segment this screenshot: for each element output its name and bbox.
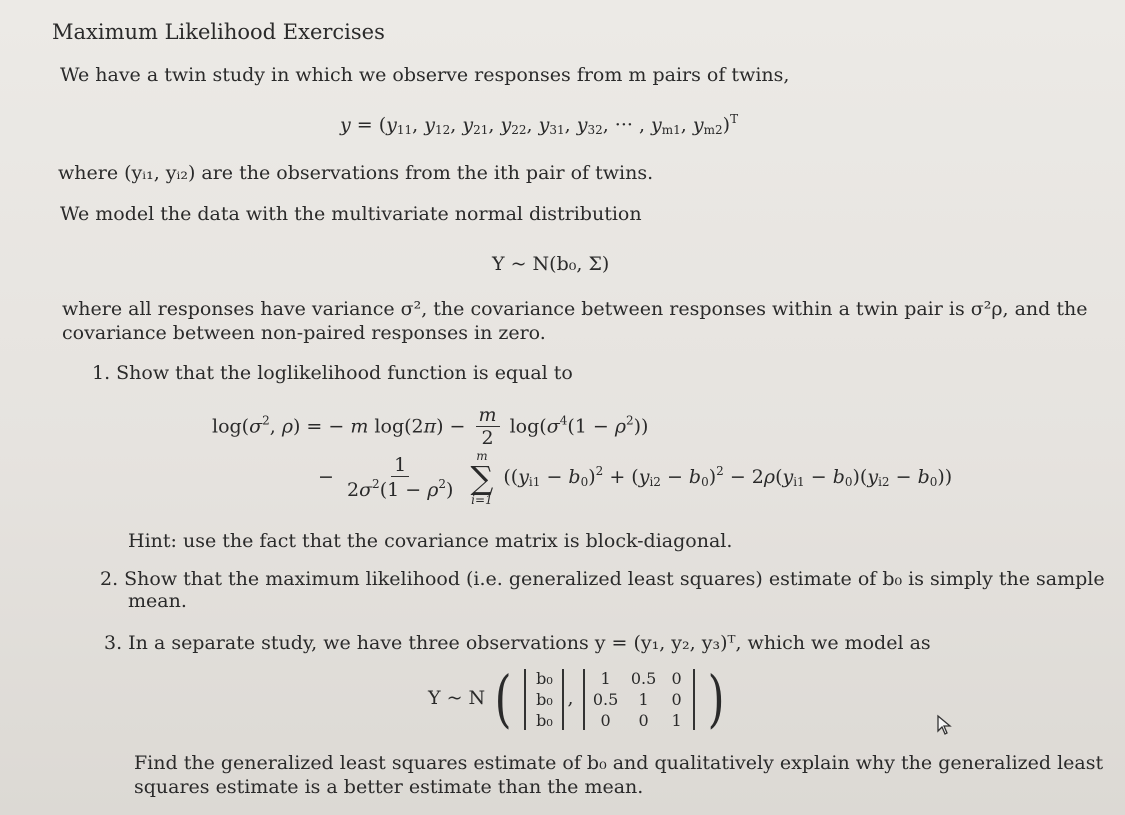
matrix-cell: 0 [671, 668, 682, 688]
matrix-cell: 1 [600, 668, 611, 688]
matrix-cell: 0 [671, 689, 682, 709]
loglikelihood-line2: − $\frac{1}{2\sigma^2(1 - \rho^2)}$ m ∑ i=1 $((y_{i1} - b_0)^2 + (y_{i2} - b_0)^2 - 2\rho(y_{i1} - b_0)(y_{i2} - b_0))$ [318, 449, 953, 507]
intro-text: We have a twin study in which we observe responses from m pairs of twins, [60, 64, 790, 86]
where-observations-text: where (yᵢ₁, yᵢ₂) are the observations from the ith pair of twins. [58, 162, 654, 184]
matrix-cell: 0 [638, 710, 649, 730]
question-3: 3. In a separate study, we have three observations y = (y₁, y₂, y₃)ᵀ, which we model as [104, 632, 931, 654]
question-2-line2: mean. [128, 590, 187, 612]
matrix-cell: b₀ [536, 689, 553, 709]
model-equation: Y ~ N(b₀, Σ) [492, 253, 610, 275]
covariance-matrix [583, 669, 695, 730]
covariance-text-line2: covariance between non-paired responses in zero. [62, 322, 546, 344]
q3-model-equation: Y ~ N ( b₀ b₀ b₀ , 1 0.5 0 0.5 1 0 0 0 1 ) [428, 662, 725, 735]
matrix-cell: b₀ [536, 710, 553, 730]
matrix-cell: 0 [600, 710, 611, 730]
hint-text: Hint: use the fact that the covariance matrix is block-diagonal. [128, 530, 733, 552]
q3-model-prefix: Y ~ N [428, 687, 486, 709]
mean-vector [524, 669, 564, 730]
matrix-cell: b₀ [536, 668, 553, 688]
find-text-line2: squares estimate is a better estimate than the mean. [134, 776, 644, 798]
model-intro-text: We model the data with the multivariate normal distribution [60, 203, 642, 225]
page-title: Maximum Likelihood Exercises [52, 20, 385, 44]
matrix-cell: 1 [671, 710, 682, 730]
covariance-text-line1: where all responses have variance σ², the covariance between responses within a twin pair is σ²ρ, and the [62, 298, 1088, 320]
y-vector-equation: $y = (y_{11}$, $y_{12}$, $y_{21}$, $y_{22}$, $y_{31}$, $y_{32}$, ··· , $y_{m1}$, $y_{m2})^T$ [340, 112, 739, 137]
matrix-cell: 0.5 [592, 689, 619, 709]
question-2-line1: 2. Show that the maximum likelihood (i.e. generalized least squares) estimate of b₀ is simply the sample [100, 568, 1105, 590]
question-1: 1. Show that the loglikelihood function is equal to [92, 362, 573, 384]
matrix-cell: 0.5 [630, 668, 657, 688]
find-text-line1: Find the generalized least squares estimate of b₀ and qualitatively explain why the generalized least [134, 752, 1104, 774]
matrix-cell: 1 [638, 689, 649, 709]
loglikelihood-line1: $\log(\sigma^2$, ρ) = − m log(2π) − $\frac{m}{2}$ $\log(\sigma^4(1 - \rho^2))$ [212, 404, 649, 449]
